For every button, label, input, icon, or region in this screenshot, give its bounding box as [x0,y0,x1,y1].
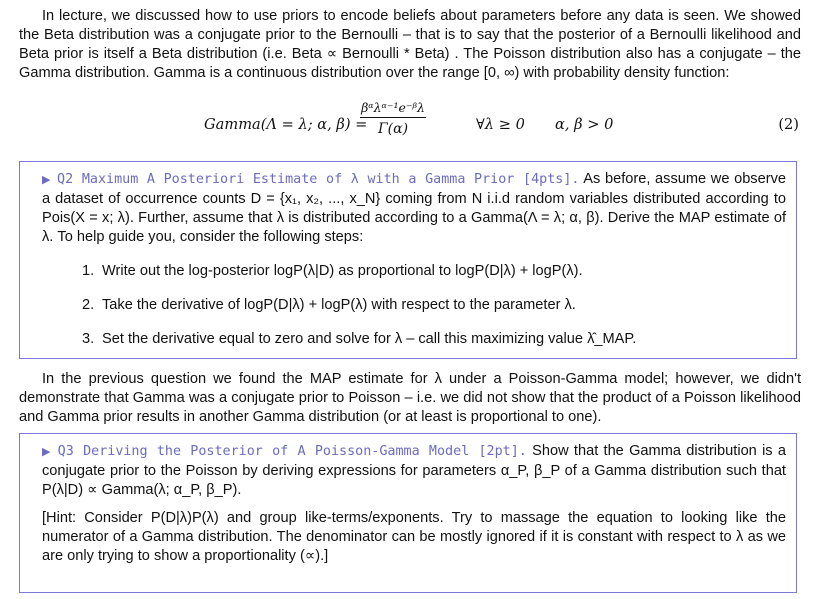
equation-params: α, β > 0 [555,116,614,133]
q3-text [42,442,786,500]
middle-text: In the previous question we found the MAP estimate for λ under a Poisson-Gamma model; however, we didn't demonstrate that Gamma was a conjugate prior to Poisson – i.e. we did not show that the product of a Poisson likelihood and Gamma prior results in another Gamma distribution (or at least is proportional to one). [19,371,801,425]
equation-domain: ∀λ ≥ 0 [476,116,525,133]
step-text: Take the derivative of logP(D|λ) + logP(λ) with respect to the parameter λ. [102,297,576,313]
q2-body: As before, assume we observe a dataset of occurrence counts D = {x₁, x₂, ..., x_N} coming from N i.i.d random variables distributed according to Pois(X = x; λ). Further, assume that λ is distributed according to a Gamma(Λ = λ; α, β). Derive the MAP estimate of λ. To help guide you, consider the following steps: [42,171,786,245]
equation-number: (2) [778,116,799,133]
equation-lhs: Gamma(Λ = λ; α, β) = [204,116,368,133]
q2-step [82,330,786,349]
q3-box [19,433,797,593]
triangle-bullet-icon: ▶ [42,446,52,458]
q2-header: Q2 Maximum A Posteriori Estimate of λ with a Gamma Prior [4pts]. [57,172,580,187]
triangle-bullet-icon: ▶ [42,174,52,186]
q2-step [82,262,786,281]
q3-body: Show that the Gamma distribution is a conjugate prior to the Poisson by deriving expressions for parameters α_P, β_P of a Gamma distribution such that P(λ|D) ∝ Gamma(λ; α_P, β_P). [42,443,786,498]
q2-text [42,170,786,247]
q3-hint: [Hint: Consider P(D|λ)P(λ) and group like-terms/exponents. Try to massage the equation to looking like the numerator of a Gamma distribution. The denominator can be mostly ignored if it is constant with respect to λ as we are only trying to show a proportionality (∝).] [42,510,786,564]
q2-box [19,161,797,359]
equation-denominator: Γ(α) [377,121,409,137]
step-number: 3. [82,331,95,347]
q2-step [82,296,786,315]
middle-paragraph [19,370,801,427]
fraction-bar [360,117,426,118]
equation-numerator: βᵅλᵅ⁻¹e⁻ᵝλ [361,100,425,115]
gamma-pdf-equation [0,100,818,150]
intro-paragraph [19,7,801,83]
step-number: 1. [82,263,95,279]
intro-text: In lecture, we discussed how to use priors to encode beliefs about parameters before any data is seen. We showed the Beta distribution was a conjugate prior to the Bernoulli – that is to say that the posterior of a Bernoulli likelihood and Beta prior is itself a Beta distribution (i.e. Beta ∝ Bernoulli * Beta) . The Poisson distribution also has a conjugate – the Gamma distribution. Gamma is a continuous distribution over the range [0, ∞) with probability density function: [19,8,801,81]
step-number: 2. [82,297,95,313]
step-text: Set the derivative equal to zero and solve for λ – call this maximizing value λ̂_MAP. [102,331,637,347]
step-text: Write out the log-posterior logP(λ|D) as proportional to logP(D|λ) + logP(λ). [102,263,583,279]
q3-header: Q3 Deriving the Posterior of A Poisson-Gamma Model [2pt]. [57,444,527,459]
equation-fraction [360,100,426,138]
